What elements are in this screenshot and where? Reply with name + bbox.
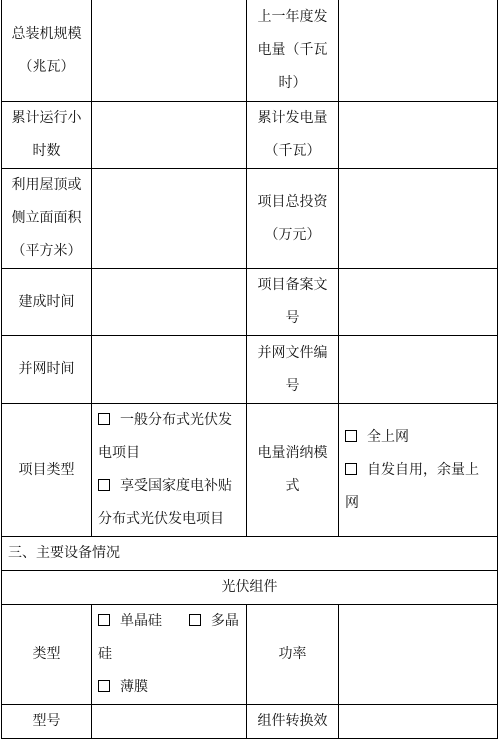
label-module-type: 类型	[2, 605, 92, 705]
checkbox[interactable]	[98, 479, 110, 491]
row-roof-area	[2, 169, 498, 269]
checkbox[interactable]	[189, 614, 201, 626]
label-total-generation: 累计发电量（千瓦）	[247, 102, 339, 169]
row-subheader	[2, 571, 498, 605]
label-project-type: 项目类型	[2, 404, 92, 537]
label-consumption-mode: 电量消纳模式	[247, 404, 339, 537]
option-self-use[interactable]	[345, 454, 491, 520]
checkbox[interactable]	[98, 680, 110, 692]
checkbox[interactable]	[345, 463, 357, 475]
module-type-options	[92, 605, 247, 705]
label-conversion-efficiency: 组件转换效	[247, 705, 339, 739]
checkbox[interactable]	[98, 614, 110, 626]
row-build-date	[2, 269, 498, 336]
label-roof-area: 利用屋顶或侧立面面积（平方米）	[2, 169, 92, 269]
input-power[interactable]	[339, 605, 498, 705]
input-build-date[interactable]	[92, 269, 247, 336]
option-thin-film[interactable]	[98, 671, 240, 704]
project-type-options	[92, 404, 247, 537]
option-label: 自发自用，余量上网	[345, 461, 479, 511]
checkbox[interactable]	[345, 430, 357, 442]
input-last-year-generation[interactable]	[339, 0, 498, 102]
label-build-date: 建成时间	[2, 269, 92, 336]
label-last-year-generation: 上一年度发电量（千瓦时）	[247, 0, 339, 102]
label-model: 型号	[2, 705, 92, 739]
input-model[interactable]	[92, 705, 247, 739]
row-section-header	[2, 537, 498, 571]
input-filing-number[interactable]	[339, 269, 498, 336]
form-table	[1, 0, 498, 739]
label-grid-doc-number: 并网文件编号	[247, 336, 339, 404]
input-conversion-efficiency[interactable]	[339, 705, 498, 739]
row-run-hours	[2, 102, 498, 169]
option-label: 一般分布式光伏发电项目	[98, 412, 232, 461]
label-total-capacity: 总装机规模（兆瓦）	[2, 0, 92, 102]
row-grid-date	[2, 336, 498, 404]
section-title: 三、主要设备情况	[2, 537, 498, 571]
option-label: 多晶硅	[98, 613, 239, 662]
option-general-pv[interactable]	[98, 404, 240, 470]
label-filing-number: 项目备案文号	[247, 269, 339, 336]
option-label: 全上网	[367, 428, 409, 445]
row-project-type	[2, 404, 498, 537]
input-total-generation[interactable]	[339, 102, 498, 169]
input-total-investment[interactable]	[339, 169, 498, 269]
option-label: 享受国家度电补贴分布式光伏发电项目	[98, 478, 232, 527]
label-total-investment: 项目总投资（万元）	[247, 169, 339, 269]
label-grid-date: 并网时间	[2, 336, 92, 404]
input-run-hours[interactable]	[92, 102, 247, 169]
option-label: 单晶硅	[120, 613, 162, 629]
input-roof-area[interactable]	[92, 169, 247, 269]
option-label: 薄膜	[120, 679, 148, 695]
label-run-hours: 累计运行小时数	[2, 102, 92, 169]
label-power: 功率	[247, 605, 339, 705]
option-subsidized-pv[interactable]	[98, 470, 240, 536]
input-grid-doc-number[interactable]	[339, 336, 498, 404]
row-model	[2, 705, 498, 739]
row-total-capacity	[2, 0, 498, 102]
subheader-pv-modules: 光伏组件	[2, 571, 498, 605]
option-full-grid[interactable]	[345, 421, 491, 454]
input-grid-date[interactable]	[92, 336, 247, 404]
row-module-type	[2, 605, 498, 705]
checkbox[interactable]	[98, 413, 110, 425]
option-mono-si[interactable]	[98, 613, 162, 629]
input-total-capacity[interactable]	[92, 0, 247, 102]
consumption-mode-options	[339, 404, 498, 537]
